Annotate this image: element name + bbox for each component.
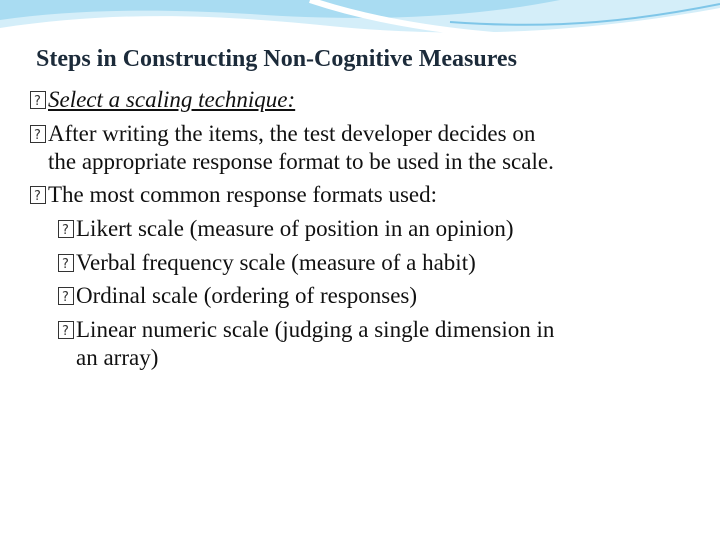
bullet-icon <box>58 254 74 272</box>
subheading-row <box>30 86 295 113</box>
subbullet-row <box>58 215 514 242</box>
subbullet-text: Verbal frequency scale (measure of a habit) <box>76 250 476 275</box>
bullet-row-continuation <box>48 148 554 175</box>
bullet-icon <box>58 321 74 339</box>
bullet-row <box>30 120 535 147</box>
subbullet-text: Ordinal scale (ordering of responses) <box>76 283 418 308</box>
subbullet-row <box>58 249 476 276</box>
subbullet-text: Linear numeric scale (judging a single dimension in <box>76 317 555 342</box>
subheading: Select a scaling technique: <box>48 87 296 112</box>
bullet-text: the appropriate response format to be used in the scale. <box>48 149 554 174</box>
subbullet-text: an array) <box>76 345 159 370</box>
bullet-icon <box>58 220 74 238</box>
bullet-icon <box>30 125 46 143</box>
subbullet-text: Likert scale (measure of position in an opinion) <box>76 216 514 241</box>
bullet-icon <box>30 91 46 109</box>
subbullet-row-continuation <box>76 344 158 371</box>
bullet-text: After writing the items, the test developer decides on <box>48 121 536 146</box>
bullet-text: The most common response formats used: <box>48 182 438 207</box>
subbullet-row <box>58 316 554 343</box>
slide-title: Steps in Constructing Non-Cognitive Measures <box>36 46 517 72</box>
bullet-row <box>30 181 437 208</box>
bullet-icon <box>58 287 74 305</box>
bullet-icon <box>30 186 46 204</box>
subbullet-row <box>58 282 417 309</box>
